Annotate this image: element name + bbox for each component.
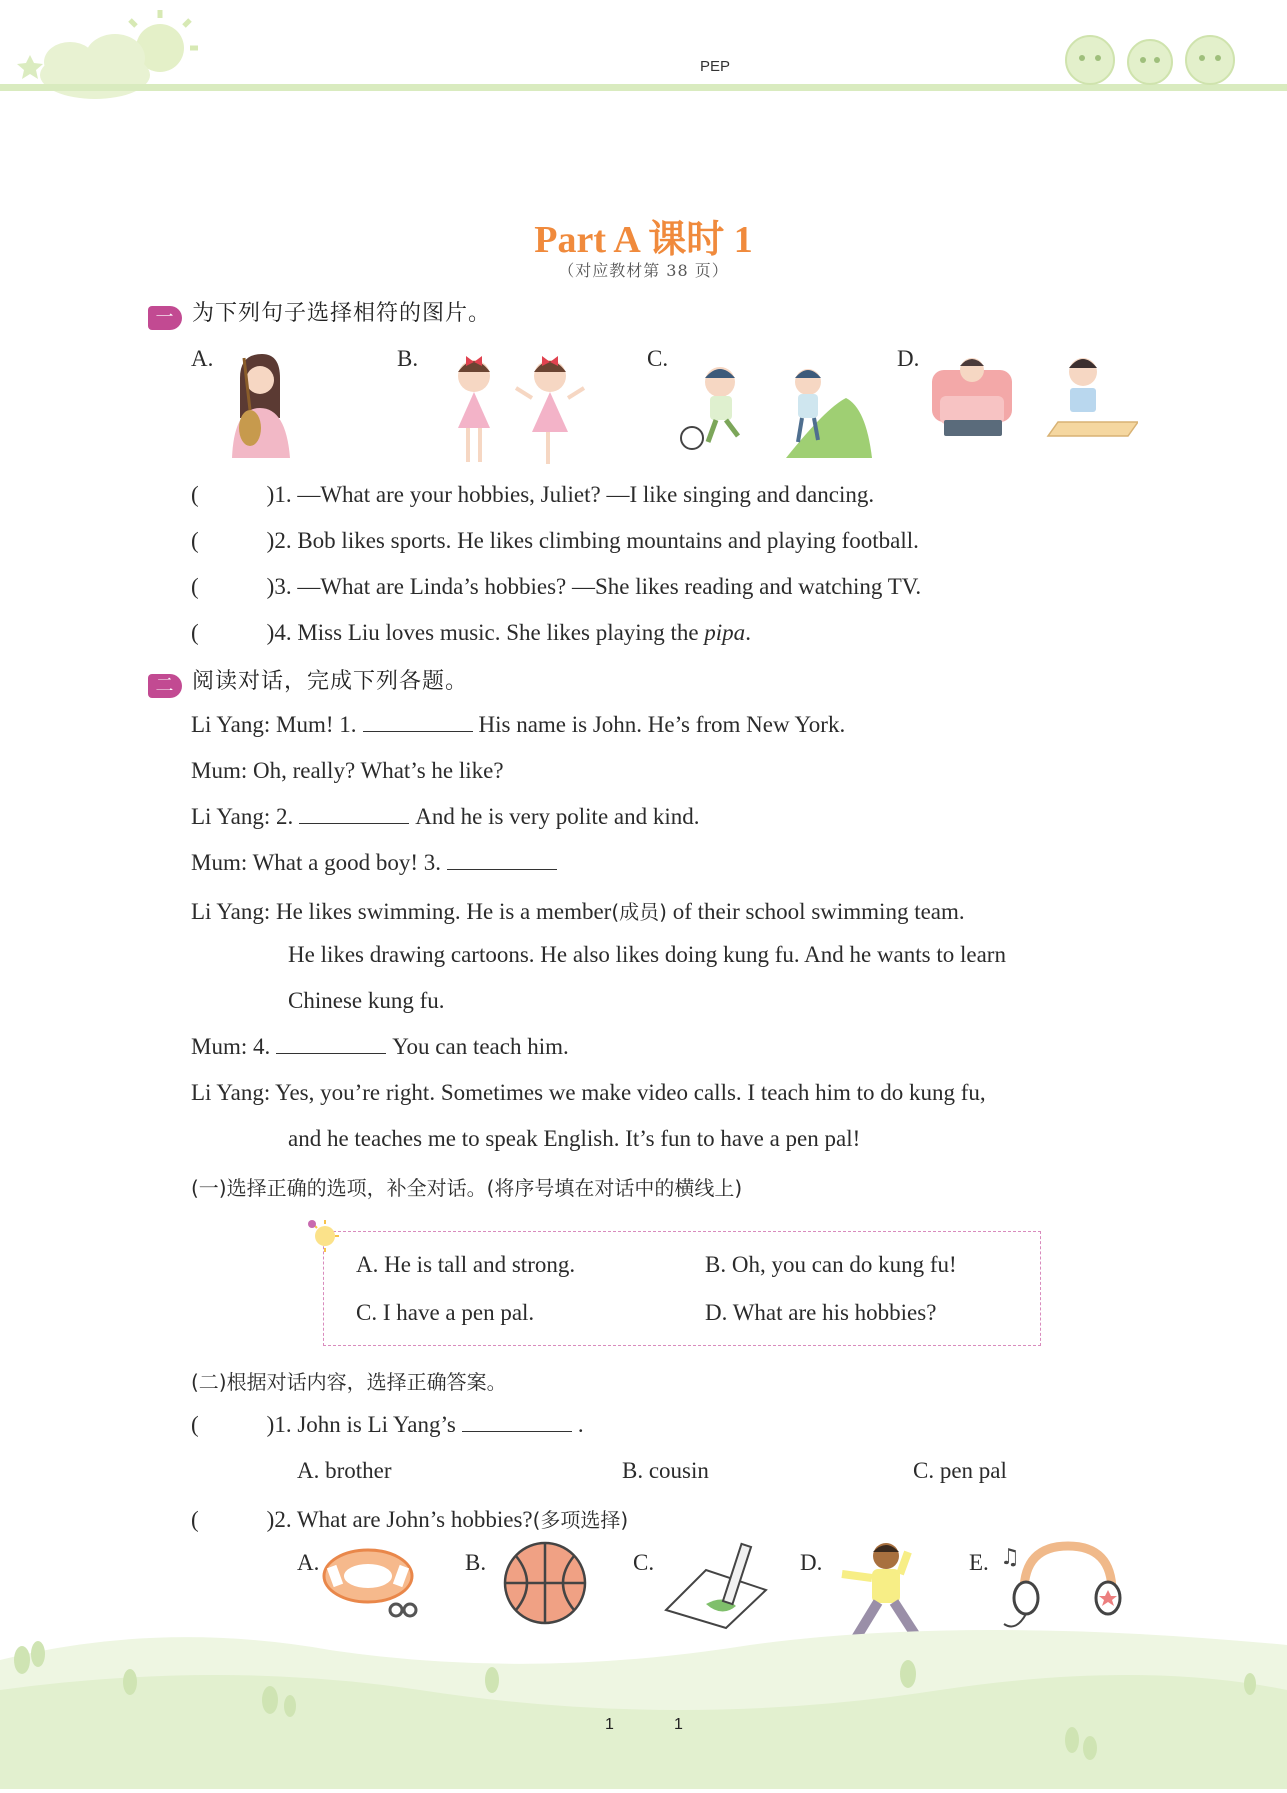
dialogue-line-2: Mum: Oh, really? What’s he like? <box>191 758 504 783</box>
dialogue-text: Mum: 4. <box>191 1034 271 1059</box>
star-icon <box>17 55 43 79</box>
s1-item-2-text: 2. Bob likes sports. He likes climbing mountains and playing football. <box>274 528 919 553</box>
question-1-end: . <box>577 1412 584 1437</box>
s1-item-4-end: . <box>745 620 751 645</box>
s1-item-4-text: 4. Miss Liu loves music. She likes playing the <box>274 620 705 645</box>
section2-badge: 二 <box>148 674 182 698</box>
answer-blank-q1[interactable] <box>462 1413 572 1432</box>
dialogue-line-3 <box>191 804 700 830</box>
drawing-paper-icon <box>656 1540 776 1630</box>
dog-face-icon <box>1186 36 1234 84</box>
box-option-c: C. I have a pen pal. <box>356 1300 535 1325</box>
answer-paren-close: ) <box>266 528 275 553</box>
dialogue-line-1 <box>191 712 845 738</box>
answer-paren-close: ) <box>266 620 275 645</box>
tree-icon <box>123 1669 137 1695</box>
dialogue-gloss: (成员) <box>611 900 667 924</box>
s1-item-3 <box>191 574 921 600</box>
footer-landscape <box>0 1620 1287 1789</box>
q2-option-a-label: A. <box>297 1550 320 1575</box>
q1-option-b: B. cousin <box>622 1458 709 1483</box>
part2-instruction: (二)根据对话内容，选择正确答案。 <box>191 1370 507 1394</box>
section1-badge: 一 <box>148 306 182 330</box>
section1-heading-text: 为下列句子选择相符的图片。 <box>192 301 492 326</box>
section1-heading <box>148 296 491 330</box>
question-2-note: (多项选择) <box>532 1508 629 1532</box>
question-1 <box>191 1412 584 1438</box>
q2-option-d-label: D. <box>800 1550 823 1575</box>
page-subtitle: （对应教材第 38 页） <box>558 261 729 280</box>
box-option-a: A. He is tall and strong. <box>356 1252 576 1277</box>
question-1-text: 1. John is Li Yang’s <box>274 1412 456 1437</box>
dialogue-text: Li Yang: 2. <box>191 804 294 829</box>
tree-icon <box>14 1646 30 1674</box>
dialogue-line-9: Li Yang: Yes, you’re right. Sometimes we make video calls. I teach him to do kung fu, <box>191 1080 986 1105</box>
dialogue-line-5 <box>191 896 965 925</box>
dialogue-line-10: and he teaches me to speak English. It’s fun to have a pen pal! <box>288 1126 861 1151</box>
s1-item-4-italic: pipa <box>704 620 746 645</box>
header-decoration-left <box>0 0 220 110</box>
flower-icon <box>305 1216 345 1256</box>
section2-heading-text: 阅读对话，完成下列各题。 <box>192 669 469 694</box>
dialogue-line-4 <box>191 850 563 876</box>
tree-icon <box>1244 1673 1256 1695</box>
tree-icon <box>485 1667 499 1693</box>
header-label: PEP <box>700 58 731 75</box>
dialogue-text: Li Yang: Mum! 1. <box>191 712 357 737</box>
svg-text:♫: ♫ <box>1000 1545 1020 1570</box>
answer-blank-4[interactable] <box>276 1035 386 1054</box>
s1-item-2 <box>191 528 919 554</box>
q2-option-e-label: E. <box>969 1550 989 1575</box>
s1-picture-c <box>676 352 876 460</box>
answer-paren-open[interactable]: ( <box>191 528 199 553</box>
dialogue-line-8 <box>191 1034 569 1060</box>
cat-face-icon <box>1066 36 1114 84</box>
part1-instruction: (一)选择正确的选项，补全对话。(将序号填在对话中的横线上) <box>191 1176 743 1200</box>
s1-picture-a <box>220 348 300 460</box>
girls-singing-dancing-icon <box>432 348 592 470</box>
s1-picture-b <box>432 348 592 470</box>
box-option-b: B. Oh, you can do kung fu! <box>705 1252 957 1277</box>
answer-paren-open[interactable]: ( <box>191 620 199 645</box>
s1-option-d-label: D. <box>897 346 920 371</box>
q1-option-a: A. brother <box>297 1458 392 1483</box>
answer-paren-open[interactable]: ( <box>191 1412 199 1437</box>
s1-item-3-text: 3. —What are Linda’s hobbies? —She likes reading and watching TV. <box>274 574 922 599</box>
section2-heading <box>148 664 468 698</box>
tree-icon <box>31 1641 45 1667</box>
tree-icon <box>284 1695 296 1717</box>
tree-icon <box>1065 1727 1079 1753</box>
girl-tv-reading-icon <box>928 350 1138 440</box>
dialogue-text: Li Yang: He likes swimming. He is a member <box>191 899 612 924</box>
answer-paren-open[interactable]: ( <box>191 1507 199 1532</box>
question-2-text: 2. What are John’s hobbies? <box>274 1507 533 1532</box>
answer-paren-close: ) <box>266 574 275 599</box>
dialogue-text: You can teach him. <box>392 1034 569 1059</box>
dialogue-text: of their school swimming team. <box>672 899 965 924</box>
s1-item-1 <box>191 482 874 508</box>
q2-option-c-label: C. <box>633 1550 655 1575</box>
s1-option-a-label: A. <box>191 346 214 371</box>
page-number-right: 1 <box>674 1716 683 1733</box>
tree-icon <box>1083 1736 1097 1760</box>
answer-paren-close: ) <box>266 482 275 507</box>
tree-icon <box>900 1660 916 1688</box>
dialogue-text: His name is John. He’s from New York. <box>478 712 846 737</box>
s1-item-1-text: 1. —What are your hobbies, Juliet? —I like singing and dancing. <box>274 482 875 507</box>
dialogue-text: And he is very polite and kind. <box>415 804 700 829</box>
answer-paren-open[interactable]: ( <box>191 574 199 599</box>
box-option-d: D. What are his hobbies? <box>705 1300 937 1325</box>
options-box <box>323 1231 1041 1346</box>
answer-paren-close: ) <box>266 1507 275 1532</box>
swim-ring-icon <box>318 1540 428 1620</box>
answer-paren-close: ) <box>266 1412 275 1437</box>
s1-option-b-label: B. <box>397 346 419 371</box>
football-icon <box>681 427 703 449</box>
s1-option-c-label: C. <box>647 346 669 371</box>
dialogue-line-7: Chinese kung fu. <box>288 988 445 1013</box>
boy-football-climbing-icon <box>676 352 876 460</box>
s1-picture-d <box>928 350 1138 440</box>
q1-option-c: C. pen pal <box>913 1458 1007 1483</box>
s1-item-4 <box>191 620 751 646</box>
dialogue-text: Mum: What a good boy! 3. <box>191 850 441 875</box>
header-decoration-right <box>1055 20 1255 90</box>
answer-blank-3[interactable] <box>447 851 557 870</box>
answer-blank-2[interactable] <box>299 805 409 824</box>
answer-blank-1[interactable] <box>363 713 473 732</box>
page-title: Part A 课时 1 <box>534 219 753 261</box>
basketball-icon <box>500 1538 590 1628</box>
answer-paren-open[interactable]: ( <box>191 482 199 507</box>
tree-icon <box>262 1686 278 1714</box>
girl-playing-pipa-icon <box>220 348 300 460</box>
page-number-left: 1 <box>605 1716 614 1733</box>
q2-option-b-label: B. <box>465 1550 487 1575</box>
question-2 <box>191 1504 628 1533</box>
dialogue-line-6: He likes drawing cartoons. He also likes doing kung fu. And he wants to learn <box>288 942 1006 967</box>
bear-face-icon <box>1128 40 1172 84</box>
